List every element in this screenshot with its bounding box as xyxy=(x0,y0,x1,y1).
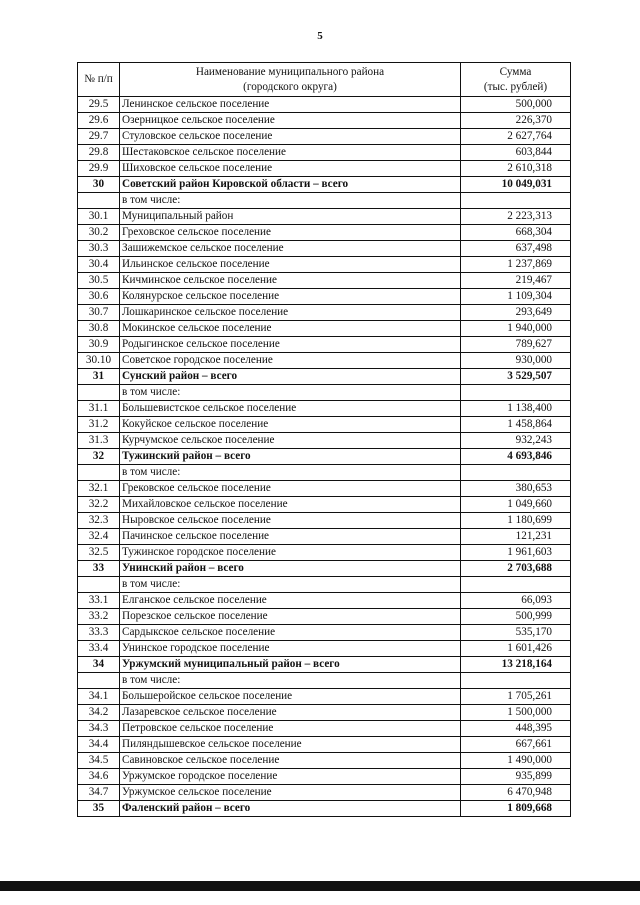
table-row xyxy=(78,785,571,801)
bottom-scan-bar xyxy=(0,881,640,891)
row-name-cell: Шиховское сельское поселение xyxy=(120,161,461,177)
row-name-cell: Сардыкское сельское поселение xyxy=(120,625,461,641)
row-number-cell: 34.3 xyxy=(78,721,120,737)
row-name-cell: Савиновское сельское поселение xyxy=(120,753,461,769)
row-number-cell: 29.8 xyxy=(78,145,120,161)
row-name-cell: Большевистское сельское поселение xyxy=(120,401,461,417)
table-row xyxy=(78,737,571,753)
row-number-cell: 30.10 xyxy=(78,353,120,369)
row-number-cell: 34.7 xyxy=(78,785,120,801)
row-sum-cell xyxy=(461,465,571,481)
table-row xyxy=(78,145,571,161)
row-sum-cell: 10 049,031 xyxy=(461,177,571,193)
table-row xyxy=(78,97,571,113)
row-number-cell xyxy=(78,673,120,689)
table-row xyxy=(78,769,571,785)
row-sum-cell: 1 237,869 xyxy=(461,257,571,273)
table-row xyxy=(78,161,571,177)
row-number-cell: 30.5 xyxy=(78,273,120,289)
row-number-cell xyxy=(78,465,120,481)
row-sum-cell: 1 500,000 xyxy=(461,705,571,721)
table-row xyxy=(78,673,571,689)
header-name-line2: (городского округа) xyxy=(243,80,337,93)
row-name-cell: Тужинское городское поселение xyxy=(120,545,461,561)
row-sum-cell: 500,000 xyxy=(461,97,571,113)
row-name-cell: Петровское сельское поселение xyxy=(120,721,461,737)
table-row xyxy=(78,689,571,705)
table-row xyxy=(78,241,571,257)
row-name-cell: Шестаковское сельское поселение xyxy=(120,145,461,161)
row-number-cell: 31.3 xyxy=(78,433,120,449)
row-number-cell: 29.7 xyxy=(78,129,120,145)
row-number-cell: 33 xyxy=(78,561,120,577)
row-name-cell: Порезское сельское поселение xyxy=(120,609,461,625)
table-row xyxy=(78,753,571,769)
row-number-cell: 30.9 xyxy=(78,337,120,353)
table-total-row xyxy=(78,449,571,465)
row-name-cell: в том числе: xyxy=(120,465,461,481)
table-row xyxy=(78,305,571,321)
table-row xyxy=(78,337,571,353)
row-name-cell: Грековское сельское поселение xyxy=(120,481,461,497)
row-sum-cell: 6 470,948 xyxy=(461,785,571,801)
row-sum-cell: 2 223,313 xyxy=(461,209,571,225)
row-sum-cell: 1 961,603 xyxy=(461,545,571,561)
table-row xyxy=(78,321,571,337)
table-row xyxy=(78,481,571,497)
row-sum-cell: 1 490,000 xyxy=(461,753,571,769)
row-number-cell: 32.5 xyxy=(78,545,120,561)
row-number-cell: 31.1 xyxy=(78,401,120,417)
row-name-cell: Курчумское сельское поселение xyxy=(120,433,461,449)
table-row xyxy=(78,113,571,129)
table-row xyxy=(78,129,571,145)
row-sum-cell: 293,649 xyxy=(461,305,571,321)
table-row xyxy=(78,529,571,545)
row-number-cell: 35 xyxy=(78,801,120,817)
row-name-cell: Большеройское сельское поселение xyxy=(120,689,461,705)
row-name-cell: Родыгинское сельское поселение xyxy=(120,337,461,353)
row-name-cell: Кичминское сельское поселение xyxy=(120,273,461,289)
row-sum-cell: 2 703,688 xyxy=(461,561,571,577)
row-name-cell: Уржумский муниципальный район – всего xyxy=(120,657,461,673)
table-total-row xyxy=(78,657,571,673)
row-sum-cell: 3 529,507 xyxy=(461,369,571,385)
row-sum-cell: 448,395 xyxy=(461,721,571,737)
row-sum-cell: 1 138,400 xyxy=(461,401,571,417)
row-sum-cell: 1 940,000 xyxy=(461,321,571,337)
row-sum-cell: 4 693,846 xyxy=(461,449,571,465)
table-header-row xyxy=(78,63,571,97)
table-row xyxy=(78,609,571,625)
row-number-cell xyxy=(78,193,120,209)
row-sum-cell: 1 458,864 xyxy=(461,417,571,433)
table-row xyxy=(78,433,571,449)
table-total-row xyxy=(78,801,571,817)
row-name-cell: Лошкаринское сельское поселение xyxy=(120,305,461,321)
row-sum-cell xyxy=(461,193,571,209)
table-row xyxy=(78,353,571,369)
row-number-cell: 32.4 xyxy=(78,529,120,545)
row-sum-cell: 66,093 xyxy=(461,593,571,609)
row-sum-cell: 219,467 xyxy=(461,273,571,289)
row-sum-cell: 1 809,668 xyxy=(461,801,571,817)
header-number: № п/п xyxy=(78,63,120,97)
row-name-cell: в том числе: xyxy=(120,193,461,209)
table-row xyxy=(78,593,571,609)
row-sum-cell: 1 601,426 xyxy=(461,641,571,657)
row-name-cell: Кокуйское сельское поселение xyxy=(120,417,461,433)
row-number-cell xyxy=(78,385,120,401)
table-row xyxy=(78,705,571,721)
table-row xyxy=(78,417,571,433)
row-name-cell: Михайловское сельское поселение xyxy=(120,497,461,513)
row-name-cell: Советское городское поселение xyxy=(120,353,461,369)
row-number-cell: 29.9 xyxy=(78,161,120,177)
row-name-cell: Унинское городское поселение xyxy=(120,641,461,657)
row-sum-cell: 500,999 xyxy=(461,609,571,625)
row-name-cell: Зашижемское сельское поселение xyxy=(120,241,461,257)
table-total-row xyxy=(78,369,571,385)
row-number-cell: 33.1 xyxy=(78,593,120,609)
row-name-cell: Ныровское сельское поселение xyxy=(120,513,461,529)
row-sum-cell: 1 705,261 xyxy=(461,689,571,705)
row-number-cell: 32.3 xyxy=(78,513,120,529)
row-number-cell: 31.2 xyxy=(78,417,120,433)
row-sum-cell: 535,170 xyxy=(461,625,571,641)
row-sum-cell: 668,304 xyxy=(461,225,571,241)
row-sum-cell: 380,653 xyxy=(461,481,571,497)
table-row xyxy=(78,401,571,417)
row-name-cell: Муниципальный район xyxy=(120,209,461,225)
row-number-cell: 34.4 xyxy=(78,737,120,753)
row-sum-cell: 1 049,660 xyxy=(461,497,571,513)
row-name-cell: Греховское сельское поселение xyxy=(120,225,461,241)
row-name-cell: Сунский район – всего xyxy=(120,369,461,385)
table-total-row xyxy=(78,177,571,193)
table-row xyxy=(78,385,571,401)
row-sum-cell: 637,498 xyxy=(461,241,571,257)
row-sum-cell: 932,243 xyxy=(461,433,571,449)
table-row xyxy=(78,641,571,657)
row-name-cell: Уржумское сельское поселение xyxy=(120,785,461,801)
row-name-cell: Колянурское сельское поселение xyxy=(120,289,461,305)
row-number-cell: 29.5 xyxy=(78,97,120,113)
row-name-cell: в том числе: xyxy=(120,385,461,401)
row-sum-cell: 935,899 xyxy=(461,769,571,785)
row-number-cell: 34.1 xyxy=(78,689,120,705)
row-name-cell: Озерницкое сельское поселение xyxy=(120,113,461,129)
row-name-cell: Тужинский район – всего xyxy=(120,449,461,465)
table-row xyxy=(78,497,571,513)
row-name-cell: Елганское сельское поселение xyxy=(120,593,461,609)
row-name-cell: Уржумское городское поселение xyxy=(120,769,461,785)
table-row xyxy=(78,225,571,241)
row-sum-cell: 121,231 xyxy=(461,529,571,545)
row-number-cell xyxy=(78,577,120,593)
row-sum-cell xyxy=(461,673,571,689)
row-name-cell: Лазаревское сельское поселение xyxy=(120,705,461,721)
row-number-cell: 34 xyxy=(78,657,120,673)
row-number-cell: 32.1 xyxy=(78,481,120,497)
row-number-cell: 30.4 xyxy=(78,257,120,273)
row-sum-cell xyxy=(461,385,571,401)
row-number-cell: 30.7 xyxy=(78,305,120,321)
row-number-cell: 34.2 xyxy=(78,705,120,721)
row-name-cell: Советский район Кировской области – всего xyxy=(120,177,461,193)
header-name xyxy=(120,63,461,97)
table-total-row xyxy=(78,561,571,577)
table-row xyxy=(78,545,571,561)
table-row xyxy=(78,577,571,593)
table-row xyxy=(78,193,571,209)
row-number-cell: 30.3 xyxy=(78,241,120,257)
table-row xyxy=(78,721,571,737)
row-sum-cell: 2 627,764 xyxy=(461,129,571,145)
row-sum-cell xyxy=(461,577,571,593)
row-sum-cell: 667,661 xyxy=(461,737,571,753)
row-sum-cell: 1 180,699 xyxy=(461,513,571,529)
table-row xyxy=(78,257,571,273)
row-number-cell: 32.2 xyxy=(78,497,120,513)
table-row xyxy=(78,289,571,305)
header-sum-line2: (тыс. рублей) xyxy=(483,80,548,93)
row-name-cell: Ильинское сельское поселение xyxy=(120,257,461,273)
row-name-cell: в том числе: xyxy=(120,577,461,593)
row-number-cell: 34.5 xyxy=(78,753,120,769)
row-number-cell: 33.4 xyxy=(78,641,120,657)
row-number-cell: 33.2 xyxy=(78,609,120,625)
row-name-cell: в том числе: xyxy=(120,673,461,689)
table-row xyxy=(78,625,571,641)
page-number: 5 xyxy=(317,30,323,42)
header-sum-line1: Сумма xyxy=(499,65,532,78)
row-name-cell: Пачинское сельское поселение xyxy=(120,529,461,545)
budget-table xyxy=(77,62,571,817)
row-sum-cell: 1 109,304 xyxy=(461,289,571,305)
row-name-cell: Пиляндышевское сельское поселение xyxy=(120,737,461,753)
row-number-cell: 30.1 xyxy=(78,209,120,225)
row-name-cell: Фаленский район – всего xyxy=(120,801,461,817)
row-name-cell: Стуловское сельское поселение xyxy=(120,129,461,145)
row-number-cell: 33.3 xyxy=(78,625,120,641)
table-body xyxy=(78,97,571,817)
row-number-cell: 29.6 xyxy=(78,113,120,129)
row-name-cell: Ленинское сельское поселение xyxy=(120,97,461,113)
row-sum-cell: 226,370 xyxy=(461,113,571,129)
row-number-cell: 31 xyxy=(78,369,120,385)
table-row xyxy=(78,513,571,529)
row-sum-cell: 13 218,164 xyxy=(461,657,571,673)
row-sum-cell: 930,000 xyxy=(461,353,571,369)
row-sum-cell: 2 610,318 xyxy=(461,161,571,177)
row-sum-cell: 603,844 xyxy=(461,145,571,161)
table-row xyxy=(78,209,571,225)
row-name-cell: Унинский район – всего xyxy=(120,561,461,577)
header-name-line1: Наименование муниципального района xyxy=(195,65,385,78)
table-row xyxy=(78,273,571,289)
row-number-cell: 30.6 xyxy=(78,289,120,305)
row-number-cell: 30.2 xyxy=(78,225,120,241)
row-number-cell: 32 xyxy=(78,449,120,465)
row-number-cell: 30 xyxy=(78,177,120,193)
row-name-cell: Мокинское сельское поселение xyxy=(120,321,461,337)
row-sum-cell: 789,627 xyxy=(461,337,571,353)
row-number-cell: 30.8 xyxy=(78,321,120,337)
header-sum xyxy=(461,63,571,97)
row-number-cell: 34.6 xyxy=(78,769,120,785)
table-row xyxy=(78,465,571,481)
